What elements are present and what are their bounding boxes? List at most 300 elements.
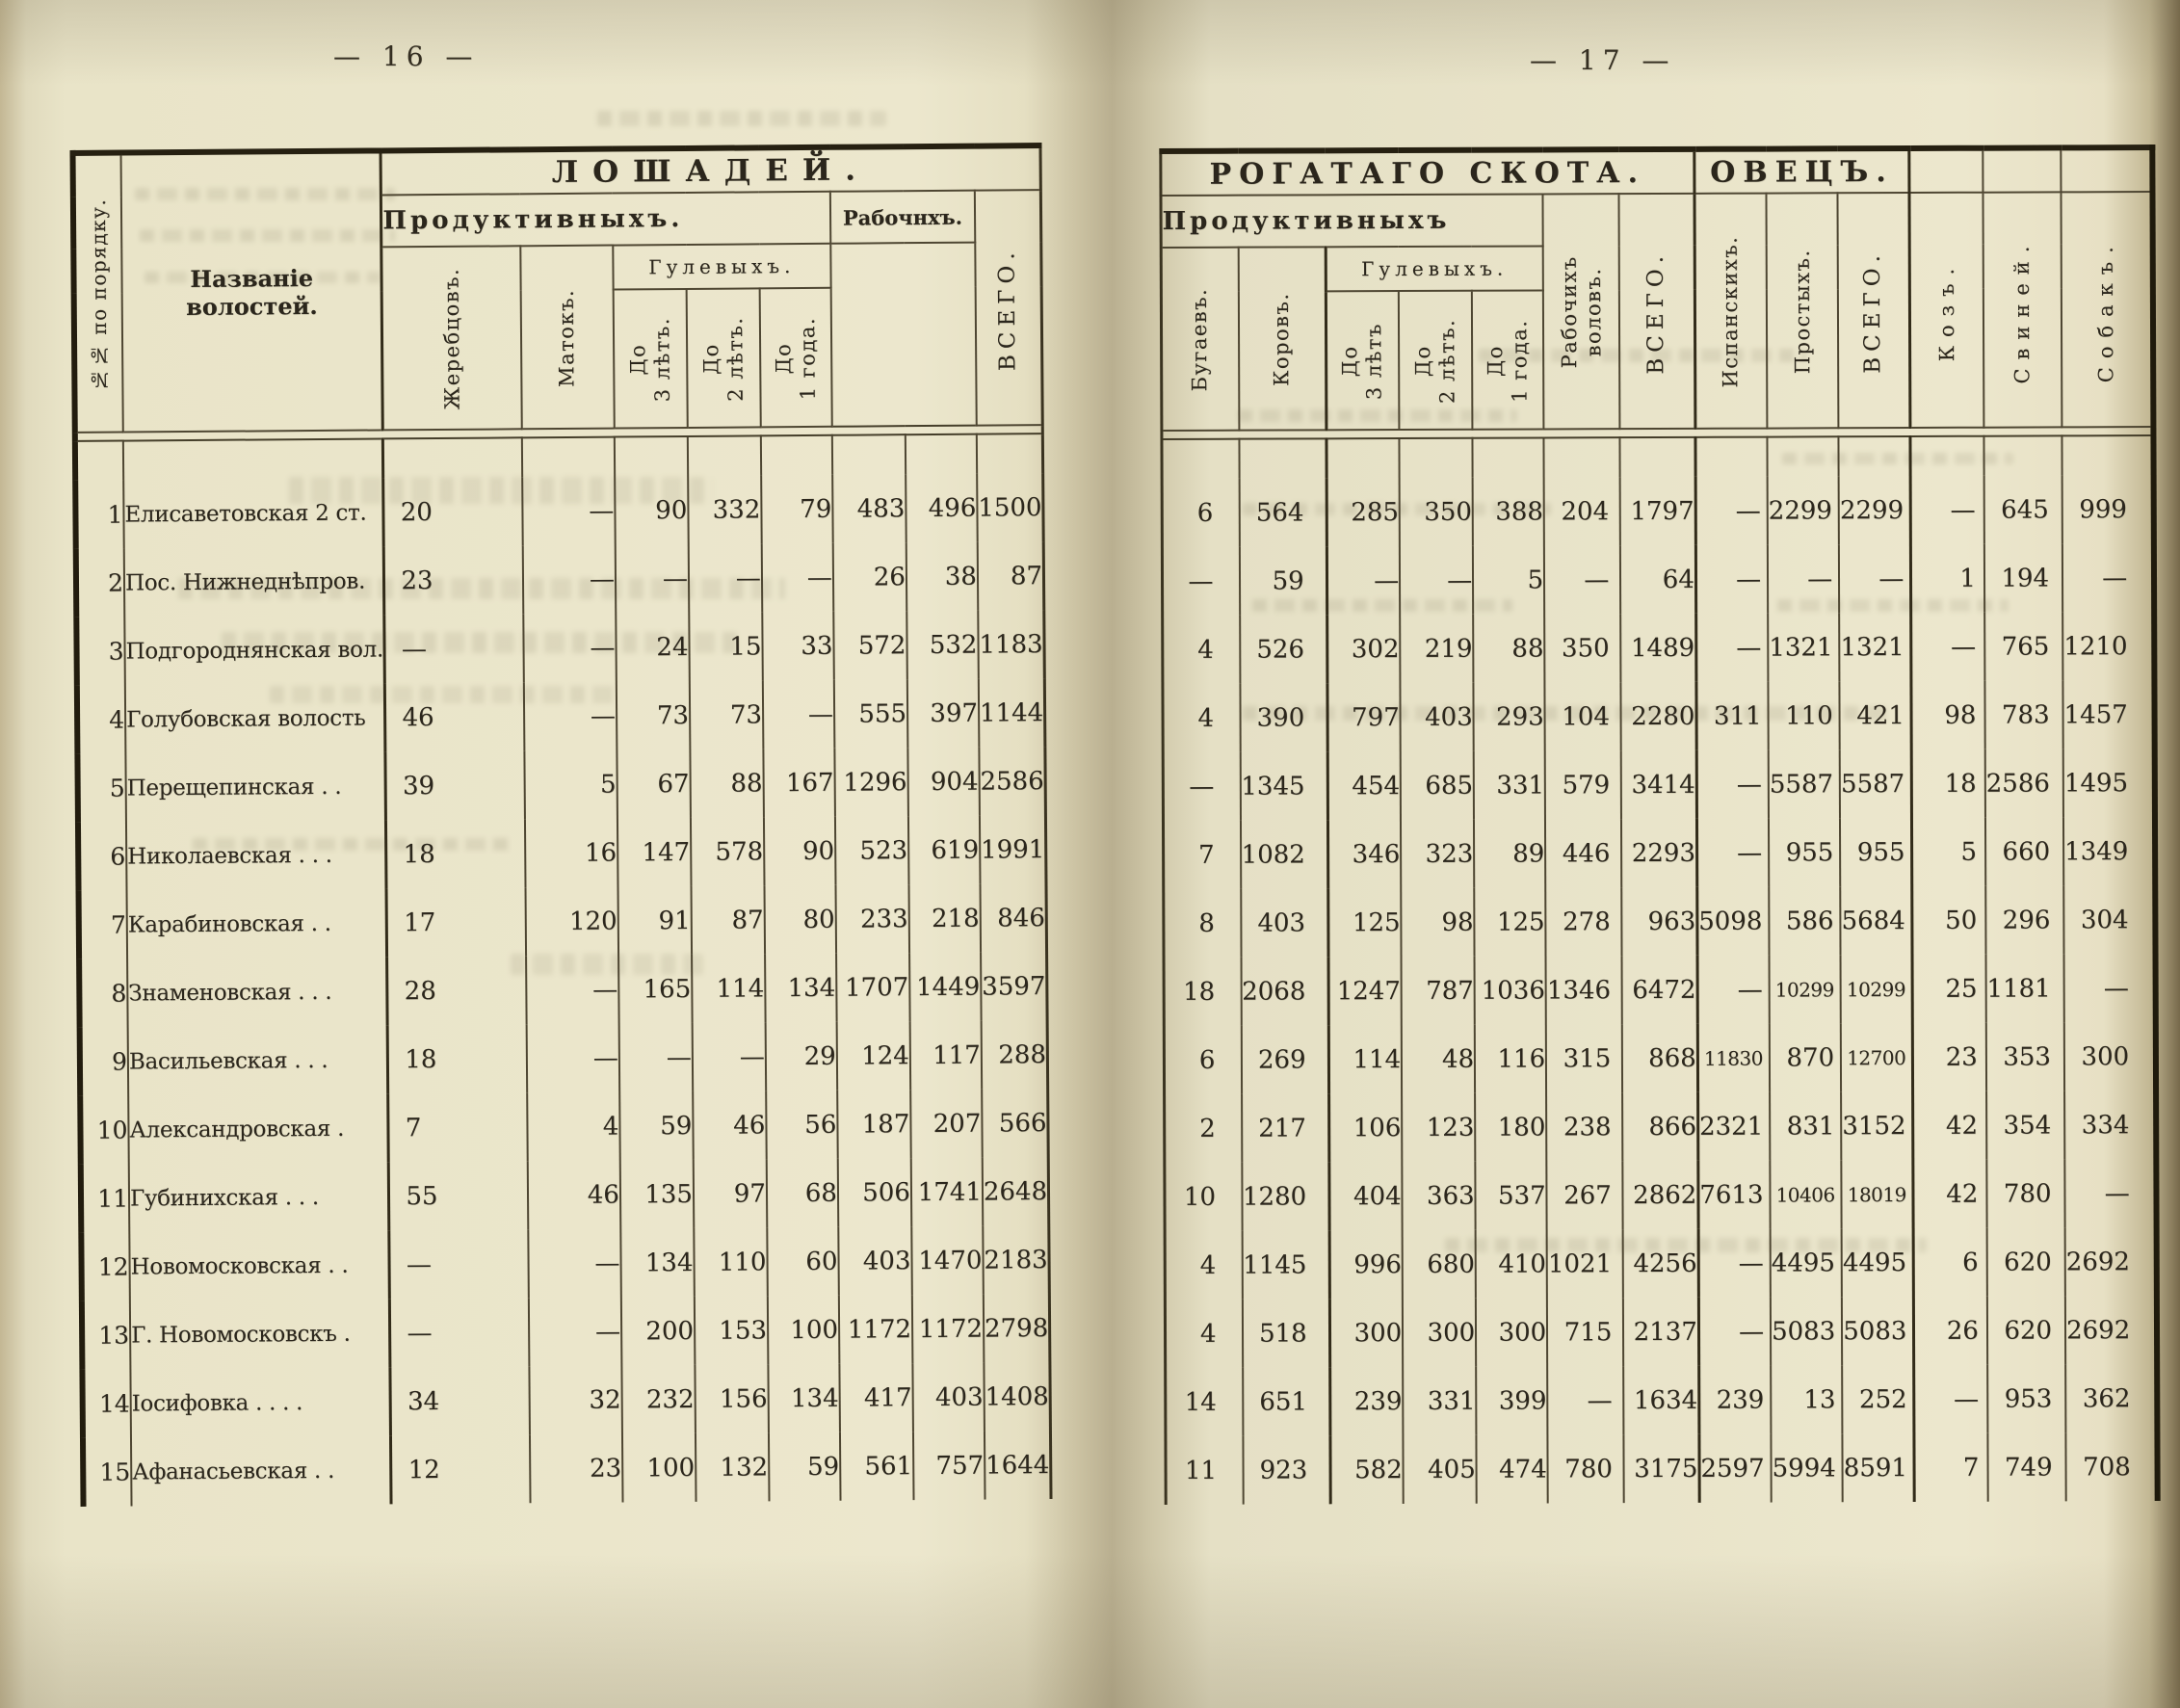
- value-cell: 1172: [912, 1295, 985, 1364]
- value-cell: 5: [1473, 545, 1544, 614]
- column-header-stallions: Жеребцовъ.: [381, 246, 521, 430]
- column-header-common-sheep: Простыхъ.: [1766, 193, 1838, 428]
- column-header-pigs: Свиней.: [1983, 192, 2062, 427]
- value-cell: 1144: [979, 678, 1045, 748]
- value-cell: 67: [617, 749, 691, 819]
- value-cell: 1495: [2063, 749, 2155, 817]
- value-cell: 1489: [1621, 614, 1696, 682]
- value-cell: 1457: [2062, 680, 2154, 749]
- value-cell: —: [1163, 752, 1240, 821]
- value-cell: 870: [1770, 1023, 1841, 1091]
- value-cell: 620: [1986, 1227, 2064, 1296]
- value-cell: —: [2062, 543, 2154, 612]
- group-header-cattle: РОГАТАГО СКОТА.: [1161, 149, 1694, 196]
- value-cell: 651: [1243, 1367, 1330, 1435]
- value-cell: 5083: [1771, 1297, 1842, 1365]
- value-cell: 2798: [984, 1294, 1050, 1363]
- column-header-bulls: Бугаевъ.: [1161, 248, 1239, 431]
- value-cell: 403: [838, 1226, 912, 1296]
- value-cell: 116: [1475, 1024, 1546, 1092]
- value-cell: 285: [1326, 478, 1400, 546]
- volost-name-cell: Афанасьевская . .: [131, 1435, 391, 1506]
- livestock-table-body: [1162, 435, 2158, 1505]
- value-cell: 3597: [981, 952, 1047, 1021]
- value-cell: 2137: [1623, 1298, 1698, 1366]
- table-row: [77, 678, 1045, 754]
- row-number-cell: 8: [79, 959, 128, 1028]
- value-cell: 1247: [1328, 957, 1402, 1025]
- value-cell: 953: [1987, 1364, 2065, 1432]
- table-row: [82, 1294, 1050, 1370]
- value-cell: 2321: [1697, 1092, 1770, 1161]
- value-cell: 2: [1165, 1094, 1242, 1163]
- value-cell: 114: [1328, 1025, 1402, 1093]
- value-cell: —: [1544, 545, 1620, 614]
- value-cell: 685: [1401, 751, 1474, 820]
- value-cell: 403: [1241, 888, 1328, 957]
- value-cell: 561: [840, 1432, 914, 1501]
- value-cell: 5098: [1697, 887, 1770, 956]
- value-cell: 1741: [911, 1158, 984, 1227]
- value-cell: —: [1698, 1229, 1771, 1298]
- value-cell: 10299: [1841, 955, 1913, 1023]
- volost-name-cell: Карабиновская . .: [127, 888, 387, 959]
- column-header-dogs: Собакъ.: [2062, 192, 2154, 427]
- group-header-working: Рабочнхъ.: [830, 191, 975, 244]
- spacer-cell: [1620, 437, 1695, 477]
- value-cell: 7613: [1698, 1161, 1771, 1229]
- volost-name-cell: Іосифовка . . . .: [130, 1367, 390, 1437]
- table-row: [83, 1431, 1051, 1507]
- spacer-cell: [688, 435, 761, 476]
- table-row: [81, 1157, 1049, 1233]
- value-cell: 46: [693, 1090, 767, 1160]
- value-cell: 73: [690, 680, 764, 749]
- value-cell: 55: [389, 1161, 529, 1230]
- value-cell: 6: [1913, 1228, 1986, 1297]
- value-cell: 2586: [979, 747, 1045, 816]
- value-cell: 124: [836, 1021, 910, 1090]
- table-row: [76, 541, 1044, 618]
- value-cell: —: [1696, 750, 1769, 819]
- spacer-cell: [1544, 437, 1620, 477]
- value-cell: —: [2064, 954, 2156, 1022]
- value-cell: 123: [1402, 1093, 1475, 1162]
- horses-table-body: [75, 434, 1051, 1507]
- value-cell: 42: [1913, 1160, 1986, 1228]
- column-header-total-cattle: ВСЕГО.: [1619, 194, 1695, 429]
- row-number-cell: 12: [81, 1233, 130, 1301]
- value-cell: 10406: [1770, 1160, 1841, 1228]
- header-spacer-goats: [1909, 148, 1983, 193]
- value-cell: 106: [1328, 1093, 1402, 1162]
- value-cell: 1346: [1546, 956, 1622, 1024]
- value-cell: 1634: [1624, 1366, 1699, 1434]
- value-cell: —: [384, 614, 524, 683]
- value-cell: 3414: [1621, 750, 1696, 819]
- volost-name-cell: Пос. Нижнеднѣпров.: [124, 546, 384, 617]
- value-cell: 5587: [1769, 749, 1840, 818]
- value-cell: 496: [906, 474, 978, 543]
- volost-name-cell: Подгороднянская вол.: [124, 615, 384, 685]
- value-cell: 300: [1329, 1299, 1403, 1367]
- value-cell: 3152: [1841, 1091, 1913, 1160]
- row-number-cell: 7: [79, 891, 128, 959]
- value-cell: 59: [619, 1091, 694, 1161]
- value-cell: 2068: [1241, 957, 1328, 1025]
- value-cell: 114: [692, 954, 766, 1023]
- table-row: [76, 610, 1044, 686]
- value-cell: 135: [620, 1160, 695, 1229]
- value-cell: 16: [525, 819, 618, 888]
- value-cell: 715: [1547, 1298, 1623, 1366]
- value-cell: 239: [1329, 1367, 1403, 1435]
- spacer-cell: [522, 437, 615, 478]
- spacer-cell: [1839, 436, 1911, 476]
- value-cell: 187: [837, 1090, 911, 1159]
- value-cell: 4: [527, 1092, 620, 1162]
- value-cell: 963: [1622, 887, 1697, 956]
- value-cell: 97: [694, 1159, 768, 1228]
- value-cell: 846: [980, 883, 1046, 953]
- row-number-cell: 9: [80, 1028, 129, 1096]
- spacer-cell: [383, 437, 522, 478]
- volost-name-cell: Знаменовская . . .: [127, 957, 387, 1027]
- value-cell: 1183: [978, 610, 1044, 679]
- value-cell: 923: [1243, 1435, 1330, 1504]
- value-cell: 783: [1984, 680, 2062, 749]
- table-row: [1164, 885, 2156, 958]
- value-cell: 293: [1474, 682, 1545, 750]
- value-cell: 296: [1985, 885, 2063, 954]
- value-cell: 104: [1545, 682, 1621, 750]
- value-cell: —: [763, 680, 835, 749]
- value-cell: 59: [1239, 546, 1326, 615]
- value-cell: 20: [383, 477, 523, 546]
- value-cell: 90: [764, 817, 836, 886]
- row-number-cell: 10: [80, 1096, 129, 1165]
- value-cell: 24: [616, 613, 690, 682]
- value-cell: 6: [1164, 1026, 1241, 1094]
- livestock-table: [1159, 145, 2161, 1505]
- value-cell: —: [526, 956, 619, 1025]
- value-cell: 1082: [1240, 820, 1327, 888]
- value-cell: 15: [689, 612, 763, 681]
- value-cell: 117: [909, 1021, 982, 1090]
- value-cell: 350: [1400, 478, 1473, 546]
- value-cell: 2692: [2065, 1227, 2157, 1296]
- value-cell: 405: [1404, 1435, 1477, 1504]
- value-cell: 334: [2064, 1090, 2156, 1159]
- value-cell: 1991: [980, 815, 1046, 884]
- column-header-under-3: До 3 лѣтъ: [1326, 291, 1400, 430]
- value-cell: 8591: [1843, 1433, 1915, 1502]
- value-cell: 579: [1545, 750, 1621, 819]
- value-cell: —: [1910, 476, 1983, 544]
- value-cell: 73: [617, 681, 691, 750]
- value-cell: 304: [2063, 885, 2155, 954]
- value-cell: 708: [2065, 1432, 2157, 1501]
- value-cell: 1500: [977, 473, 1043, 542]
- table-row: [1162, 543, 2154, 616]
- value-cell: 399: [1476, 1366, 1547, 1434]
- value-cell: 38: [906, 542, 979, 612]
- table-row: [79, 883, 1047, 959]
- row-number-cell: 11: [81, 1165, 130, 1233]
- value-cell: —: [1697, 956, 1770, 1024]
- value-cell: 660: [1985, 817, 2063, 885]
- value-cell: 5994: [1771, 1433, 1842, 1502]
- spacer-cell: [906, 434, 977, 475]
- value-cell: 50: [1912, 886, 1985, 955]
- table-row: [1163, 817, 2155, 889]
- value-cell: 100: [768, 1296, 840, 1365]
- value-cell: 831: [1770, 1091, 1841, 1160]
- table-row: [1166, 1364, 2158, 1436]
- spacer-cell: [75, 441, 123, 481]
- spacer-cell: [2062, 435, 2153, 475]
- value-cell: 1145: [1242, 1230, 1329, 1299]
- column-header-work-oxen: Рабочихъ воловъ.: [1543, 194, 1620, 429]
- value-cell: 12: [391, 1434, 531, 1504]
- column-header-mares: Матокъ.: [520, 246, 614, 430]
- value-cell: 2586: [1985, 749, 2063, 817]
- value-cell: 134: [768, 1364, 840, 1433]
- spacer-cell: [615, 436, 688, 477]
- value-cell: 4: [1163, 684, 1240, 752]
- column-header-index: №№ по порядку.: [73, 153, 123, 433]
- group-header-horses: ЛОШАДЕЙ.: [381, 145, 1040, 195]
- value-cell: 1: [1911, 544, 1984, 613]
- row-number-cell: 4: [77, 686, 126, 754]
- table-row: [80, 1020, 1048, 1096]
- value-cell: 90: [615, 476, 689, 545]
- volost-name-cell: Николаевская . . .: [126, 820, 386, 890]
- value-cell: 89: [1474, 819, 1545, 887]
- value-cell: 180: [1475, 1092, 1546, 1161]
- column-header-under-1: До 1 года.: [1472, 290, 1544, 429]
- spacer-cell: [1162, 439, 1239, 479]
- value-cell: 483: [832, 474, 906, 543]
- table-row: [80, 1089, 1048, 1165]
- value-cell: 34: [390, 1366, 530, 1435]
- header-spacer-dogs: [2061, 147, 2152, 192]
- table-row: [1165, 1090, 2157, 1163]
- value-cell: 2597: [1699, 1434, 1772, 1503]
- volost-name-cell: Елисаветовская 2 ст.: [123, 478, 383, 548]
- spacer-cell: [977, 434, 1043, 474]
- row-number-cell: 2: [76, 549, 125, 618]
- value-cell: 5: [524, 750, 617, 820]
- value-cell: 620: [1987, 1296, 2065, 1364]
- value-cell: —: [1914, 1365, 1987, 1433]
- value-cell: 64: [1620, 545, 1695, 614]
- value-cell: 300: [1403, 1299, 1476, 1367]
- value-cell: 4256: [1623, 1229, 1698, 1298]
- value-cell: 537: [1476, 1161, 1547, 1229]
- value-cell: 5587: [1840, 749, 1912, 818]
- value-cell: —: [522, 477, 616, 546]
- value-cell: 1172: [839, 1295, 913, 1364]
- value-cell: 46: [385, 682, 525, 751]
- value-cell: 200: [621, 1297, 696, 1366]
- spacer-cell: [1767, 436, 1838, 476]
- value-cell: 60: [767, 1227, 839, 1297]
- value-cell: 232: [621, 1365, 696, 1434]
- value-cell: 25: [1912, 955, 1985, 1023]
- value-cell: 288: [981, 1020, 1047, 1090]
- value-cell: 26: [833, 542, 907, 612]
- value-cell: 217: [1242, 1093, 1329, 1162]
- volost-name-cell: Г. Новомосковскъ .: [130, 1299, 390, 1369]
- volost-name-cell: Васильевская . . .: [128, 1025, 388, 1095]
- row-number-cell: 13: [82, 1301, 131, 1370]
- value-cell: 403: [1401, 683, 1474, 751]
- value-cell: 363: [1403, 1162, 1476, 1230]
- value-cell: 132: [696, 1432, 770, 1502]
- value-cell: 39: [385, 750, 525, 820]
- value-cell: 2280: [1621, 682, 1696, 750]
- value-cell: 207: [910, 1090, 983, 1159]
- group-header-productive: Продуктивныхъ: [1161, 194, 1543, 248]
- column-header-total: ВСЕГО.: [975, 190, 1043, 426]
- column-header-under-1: До 1 года.: [760, 288, 832, 428]
- volost-name-cell: Голубовская волость: [125, 683, 385, 753]
- value-cell: 2862: [1623, 1161, 1698, 1229]
- value-cell: 23: [530, 1434, 623, 1504]
- value-cell: —: [1547, 1366, 1623, 1434]
- value-cell: 582: [1330, 1435, 1404, 1504]
- value-cell: 165: [618, 955, 693, 1024]
- bleedthrough-ghost: [597, 111, 886, 126]
- value-cell: 1797: [1620, 477, 1695, 545]
- value-cell: —: [389, 1229, 529, 1299]
- value-cell: 6472: [1622, 956, 1697, 1024]
- value-cell: 120: [525, 887, 618, 957]
- value-cell: 765: [1984, 612, 2062, 680]
- value-cell: 1349: [2063, 817, 2155, 885]
- value-cell: —: [692, 1022, 766, 1091]
- value-cell: —: [1695, 477, 1768, 545]
- value-cell: 4: [1165, 1300, 1242, 1368]
- value-cell: 474: [1477, 1434, 1548, 1503]
- value-cell: 532: [906, 611, 979, 680]
- volost-name-cell: Перещепинская . .: [125, 751, 385, 822]
- value-cell: 397: [907, 679, 980, 749]
- value-cell: —: [2064, 1159, 2156, 1227]
- value-cell: —: [529, 1298, 622, 1367]
- spacer-cell: [1910, 436, 1983, 476]
- value-cell: 390: [1240, 683, 1327, 751]
- value-cell: 645: [1983, 475, 2062, 543]
- value-cell: 999: [2062, 475, 2154, 543]
- volost-name-cell: Губинихская . . .: [129, 1162, 389, 1232]
- table-row: [1166, 1432, 2158, 1505]
- value-cell: 204: [1544, 477, 1620, 545]
- value-cell: 619: [908, 816, 981, 885]
- value-cell: 403: [912, 1363, 985, 1432]
- row-number-cell: 1: [75, 481, 124, 549]
- column-header-cows: Коровъ.: [1238, 247, 1326, 430]
- column-header-under-3: До 3 лѣтъ.: [614, 289, 688, 429]
- value-cell: 410: [1476, 1229, 1547, 1298]
- spacer-cell: [1239, 438, 1326, 478]
- group-header-gulev: Гулевыхъ.: [1326, 246, 1543, 291]
- value-cell: —: [689, 543, 763, 613]
- value-cell: 1210: [2062, 612, 2154, 680]
- table-row: [1163, 749, 2155, 821]
- value-cell: 780: [1548, 1434, 1624, 1503]
- value-cell: 252: [1842, 1365, 1914, 1433]
- value-cell: 566: [982, 1089, 1048, 1158]
- value-cell: 2299: [1768, 476, 1839, 544]
- value-cell: —: [527, 1024, 620, 1093]
- value-cell: 302: [1326, 615, 1400, 683]
- value-cell: 11830: [1697, 1024, 1770, 1092]
- value-cell: 388: [1473, 477, 1544, 545]
- value-cell: 780: [1986, 1159, 2064, 1227]
- value-cell: 156: [695, 1364, 769, 1433]
- value-cell: 12700: [1841, 1023, 1913, 1091]
- value-cell: 6: [1162, 479, 1239, 547]
- value-cell: 2692: [2065, 1296, 2157, 1364]
- value-cell: 80: [764, 885, 836, 955]
- value-cell: —: [390, 1298, 530, 1367]
- value-cell: 1321: [1839, 613, 1911, 681]
- value-cell: 300: [1476, 1298, 1547, 1366]
- column-header-total-sheep: ВСЕГО.: [1838, 193, 1911, 428]
- horses-table: [69, 143, 1052, 1507]
- value-cell: 48: [1402, 1025, 1475, 1093]
- spacer-cell: [761, 435, 832, 476]
- value-cell: 269: [1241, 1025, 1328, 1093]
- value-cell: 2293: [1621, 819, 1696, 887]
- column-header-goats: Козъ.: [1909, 193, 1983, 428]
- value-cell: —: [1768, 544, 1839, 613]
- spacer-cell: [1473, 437, 1544, 477]
- spacer-cell: [1983, 435, 2062, 475]
- value-cell: 98: [1911, 681, 1984, 749]
- value-cell: 56: [766, 1090, 838, 1160]
- spacer-cell: [1695, 437, 1768, 477]
- value-cell: 2183: [983, 1225, 1049, 1295]
- value-cell: 4: [1163, 616, 1240, 684]
- value-cell: 417: [839, 1363, 913, 1432]
- table-row: [75, 473, 1043, 549]
- value-cell: 32: [529, 1366, 622, 1435]
- table-row: [78, 815, 1046, 891]
- value-cell: 8: [1164, 889, 1241, 958]
- value-cell: —: [1326, 546, 1400, 615]
- value-cell: 238: [1546, 1092, 1622, 1161]
- value-cell: 18: [388, 1024, 528, 1093]
- table-row: [1165, 1159, 2157, 1231]
- value-cell: 354: [1986, 1090, 2064, 1159]
- value-cell: 1181: [1985, 954, 2063, 1022]
- table-row: [1163, 680, 2155, 752]
- value-cell: 239: [1699, 1366, 1772, 1434]
- value-cell: 23: [384, 545, 524, 615]
- value-cell: 586: [1769, 886, 1840, 955]
- column-header-volost-name: Названіе волостей.: [121, 150, 383, 432]
- value-cell: 331: [1474, 750, 1545, 819]
- value-cell: 1021: [1547, 1229, 1623, 1298]
- value-cell: —: [618, 1023, 693, 1092]
- value-cell: 11: [1166, 1436, 1243, 1505]
- value-cell: 797: [1327, 683, 1401, 751]
- value-cell: 79: [761, 475, 833, 544]
- value-cell: 13: [1771, 1365, 1842, 1433]
